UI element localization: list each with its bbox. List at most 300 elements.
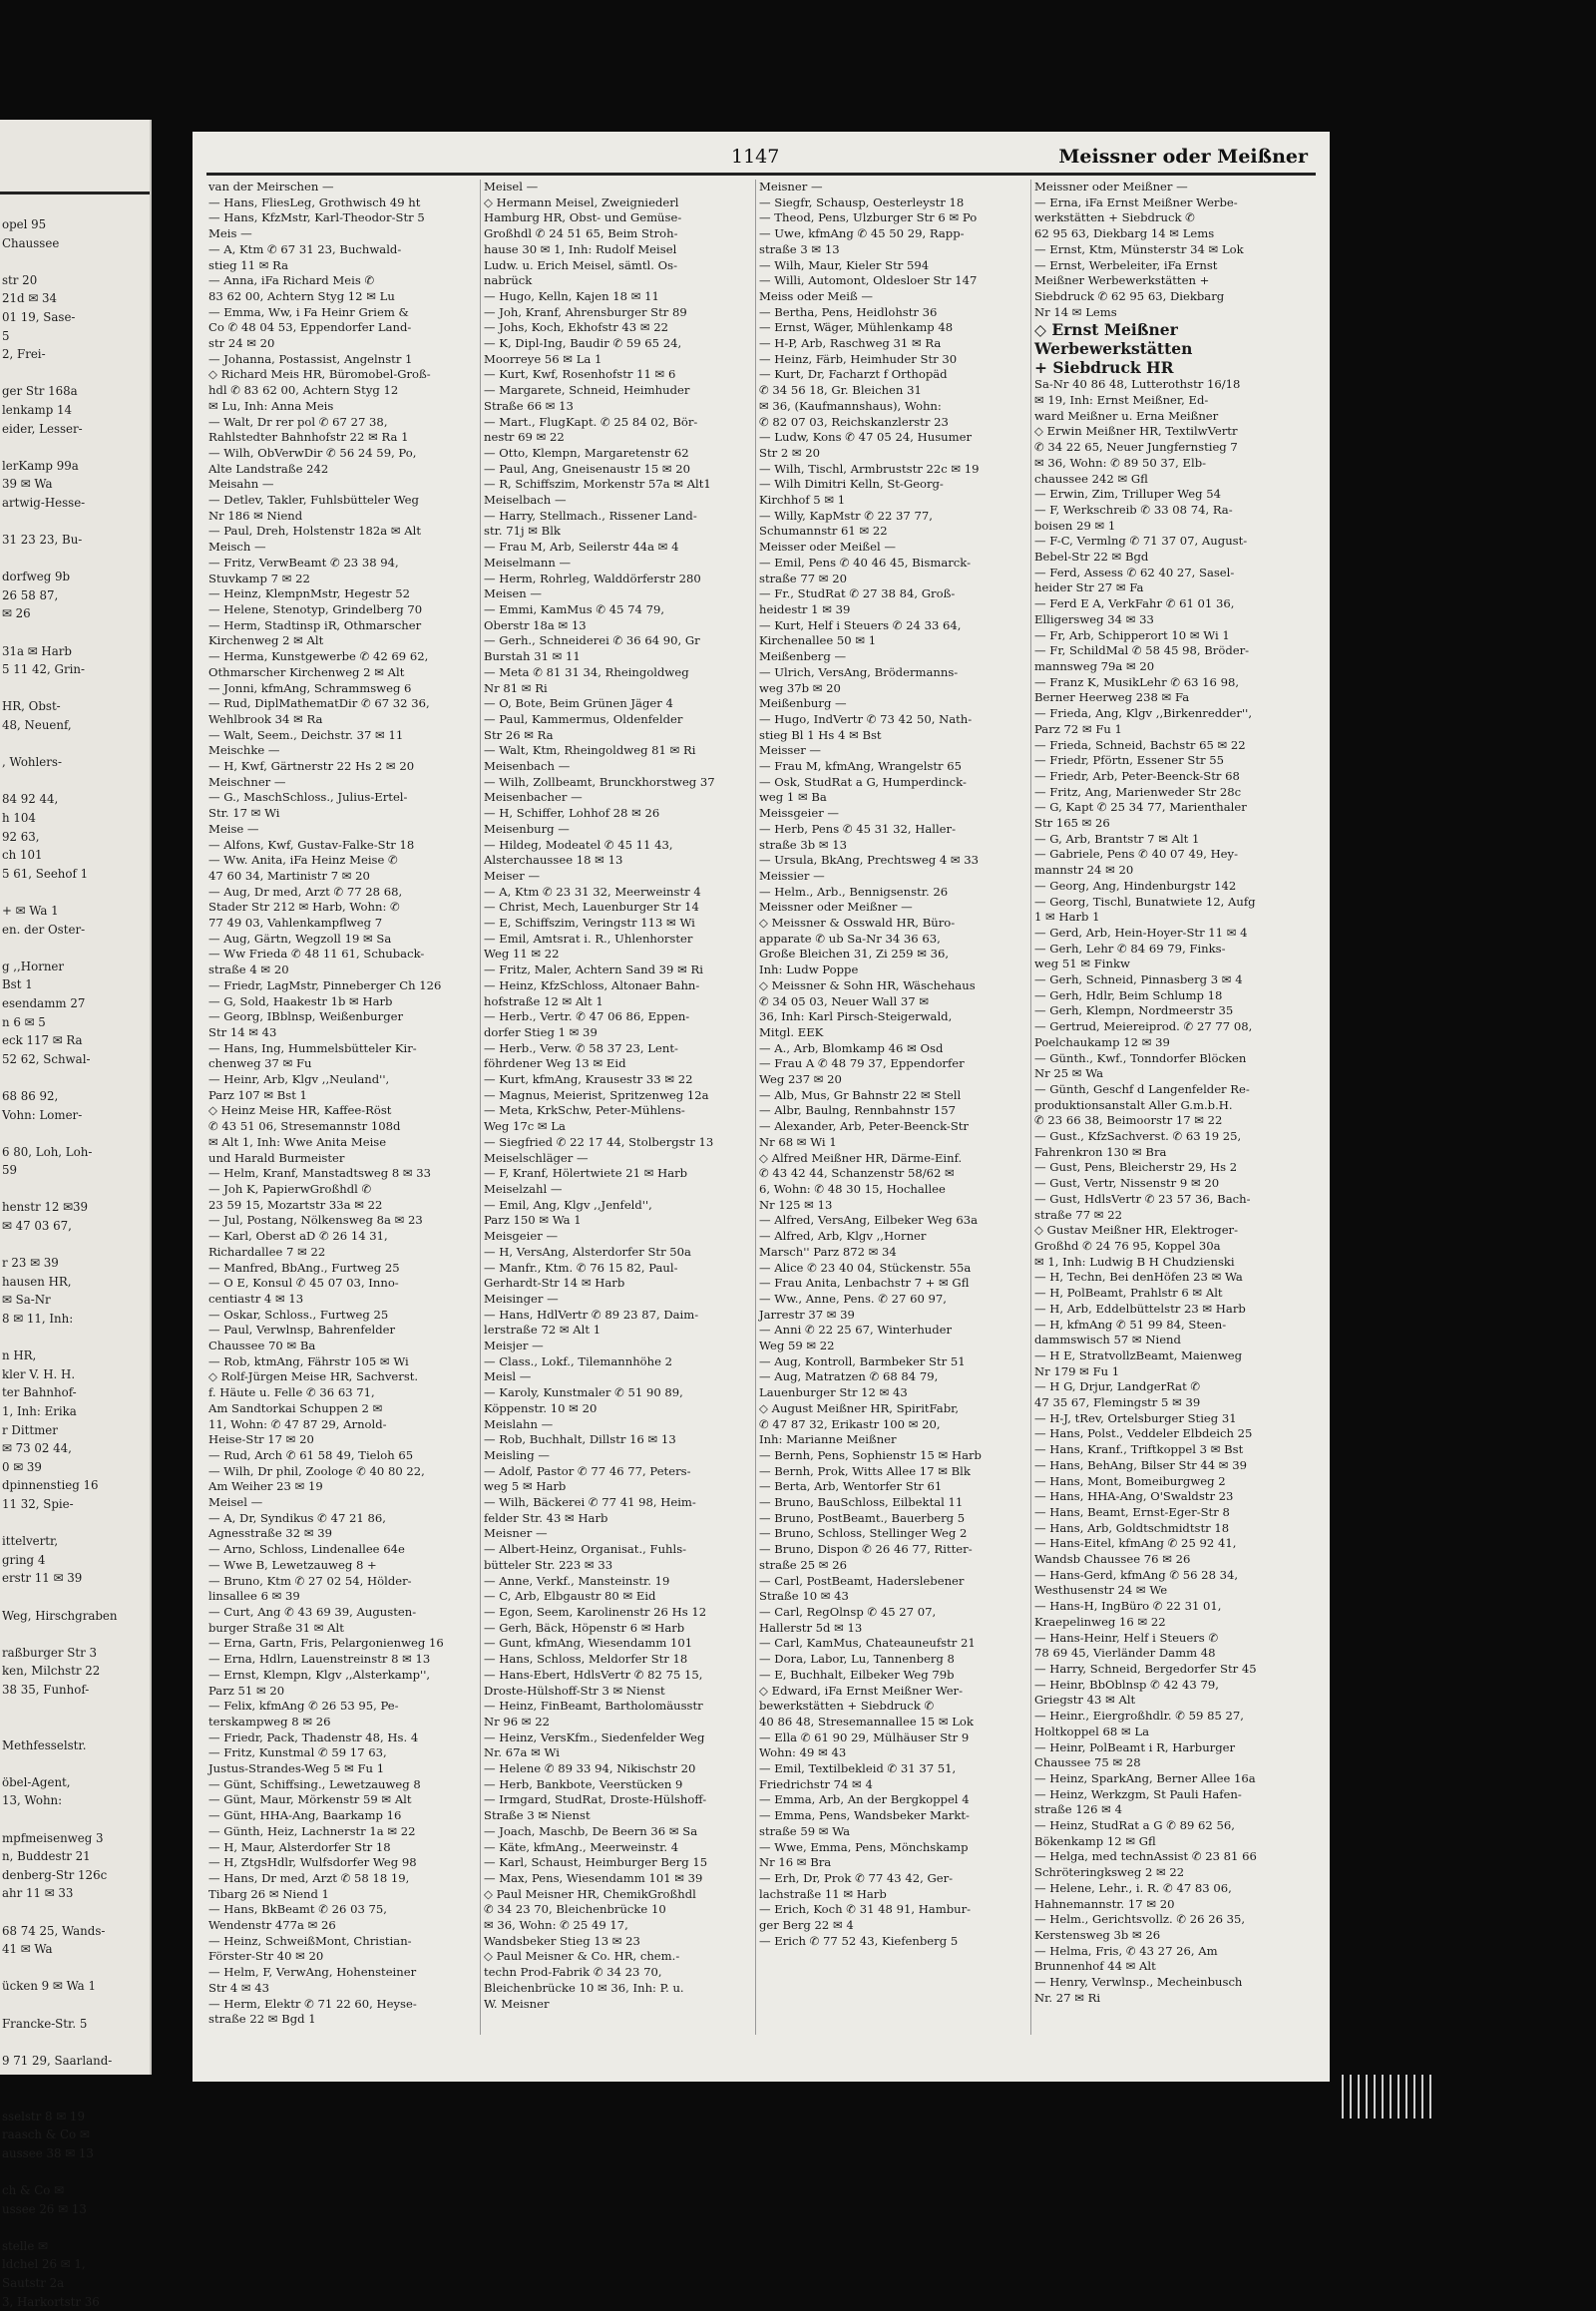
directory-line: — Friedr, Arb, Peter-Beenck-Str 68	[1034, 769, 1303, 785]
adjacent-page-text	[2, 215, 148, 2311]
directory-line: — Johs, Koch, Ekhofstr 43 ✉ 22	[484, 320, 752, 336]
directory-line: Mitgl. EEK	[759, 1025, 1027, 1041]
directory-line: — E, Buchhalt, Eilbeker Weg 79b	[759, 1668, 1027, 1684]
adjacent-page-line: Sautstr 2a	[2, 2274, 148, 2293]
directory-line: ◇ Paul Meisner HR, ChemikGroßhdl	[484, 1887, 752, 1903]
adjacent-page-line: 1, Inh: Erika	[2, 1402, 148, 1421]
directory-line: — Class., Lokf., Tilemannhöhe 2	[484, 1354, 752, 1370]
directory-line: — Herm, Stadtinsp iR, Othmarscher	[208, 618, 477, 634]
adjacent-page-line: 31a ✉ Harb	[2, 642, 148, 661]
directory-line: — Käte, kfmAng., Meerweinstr. 4	[484, 1840, 752, 1856]
directory-line: — Carl, RegOlnsp ✆ 45 27 07,	[759, 1605, 1027, 1621]
directory-line: Meissner oder Meißner —	[759, 900, 1027, 916]
directory-line: — A, Ktm ✆ 23 31 32, Meerweinstr 4	[484, 885, 752, 901]
directory-line: stieg 11 ✉ Ra	[208, 258, 477, 274]
directory-line: — Gerd, Arb, Hein-Hoyer-Str 11 ✉ 4	[1034, 926, 1303, 942]
directory-line: Nr 14 ✉ Lems	[1034, 305, 1303, 321]
directory-line: — Mart., FlugKapt. ✆ 25 84 02, Bör-	[484, 415, 752, 431]
adjacent-page-line: 41 ✉ Wa	[2, 1940, 148, 1959]
directory-line: — Ww Frieda ✆ 48 11 61, Schuback-	[208, 947, 477, 963]
directory-line: — Hans, HHA-Ang, O'Swaldstr 23	[1034, 1489, 1303, 1505]
directory-line: — Georg, Tischl, Bunatwiete 12, Aufg	[1034, 895, 1303, 911]
directory-line: chaussee 242 ✉ Gfl	[1034, 472, 1303, 488]
directory-line: Meis —	[208, 226, 477, 242]
directory-line: — Friedr, LagMstr, Pinneberger Ch 126	[208, 978, 477, 994]
adjacent-page-line	[2, 1329, 148, 1348]
directory-line: Berner Heerweg 238 ✉ Fa	[1034, 690, 1303, 706]
directory-line: — Gabriele, Pens ✆ 40 07 49, Hey-	[1034, 847, 1303, 863]
directory-line: ✆ 34 22 65, Neuer Jungfernstieg 7	[1034, 440, 1303, 456]
directory-line: — Hans-Heinr, Helf i Steuers ✆	[1034, 1631, 1303, 1647]
directory-line: Friedrichstr 74 ✉ 4	[759, 1777, 1027, 1793]
directory-line: ✉ 36, Wohn: ✆ 25 49 17,	[484, 1918, 752, 1934]
directory-line: dorfer Stieg 1 ✉ 39	[484, 1025, 752, 1041]
directory-line: Meisenbach —	[484, 759, 752, 775]
directory-line: — Ella ✆ 61 90 29, Mülhäuser Str 9	[759, 1731, 1027, 1746]
directory-line: — Heinz, SparkAng, Berner Allee 16a	[1034, 1771, 1303, 1787]
directory-line: ◇ Ernst Meißner	[1034, 320, 1303, 339]
directory-line: — Paul, Ang, Gneisenaustr 15 ✉ 20	[484, 462, 752, 478]
directory-line: 47 60 34, Martinistr 7 ✉ 20	[208, 869, 477, 885]
directory-line: Nr. 67a ✉ Wi	[484, 1745, 752, 1761]
directory-line: — Gertrud, Meiereiprod. ✆ 27 77 08,	[1034, 1019, 1303, 1035]
directory-line: — H, kfmAng ✆ 51 99 84, Steen-	[1034, 1318, 1303, 1334]
directory-line: Kraepelinweg 16 ✉ 22	[1034, 1615, 1303, 1631]
directory-line: felder Str. 43 ✉ Harb	[484, 1511, 752, 1527]
directory-line: ◇ Heinz Meise HR, Kaffee-Röst	[208, 1103, 477, 1119]
scan-edge-marks	[1342, 2075, 1591, 2124]
directory-line: — G, Kapt ✆ 25 34 77, Marienthaler	[1034, 800, 1303, 816]
directory-line: — Emil, Ang, Klgv ,,Jenfeld'',	[484, 1198, 752, 1214]
directory-line: — Frau Anita, Lenbachstr 7 + ✉ Gfl	[759, 1276, 1027, 1292]
directory-line: — Manfr., Ktm. ✆ 76 15 82, Paul-	[484, 1261, 752, 1277]
directory-line: — Ernst, Wäger, Mühlenkamp 48	[759, 320, 1027, 336]
directory-line: — Anna, iFa Richard Meis ✆	[208, 273, 477, 289]
directory-line: — Helm., Arb., Bennigsenstr. 26	[759, 885, 1027, 901]
adjacent-page-line: Francke-Str. 5	[2, 2015, 148, 2034]
directory-line: — C, Arb, Elbgaustr 80 ✉ Eid	[484, 1589, 752, 1605]
directory-line: Justus-Strandes-Weg 5 ✉ Fu 1	[208, 1761, 477, 1777]
directory-line: Nr 16 ✉ Bra	[759, 1855, 1027, 1871]
directory-line: — Heinz, KlempnMstr, Hegestr 52	[208, 586, 477, 602]
directory-line: Meiselbach —	[484, 493, 752, 509]
adjacent-page-line: Methfesselstr.	[2, 1736, 148, 1755]
directory-line: — Erna, iFa Ernst Meißner Werbe-	[1034, 195, 1303, 211]
adjacent-page-line	[2, 364, 148, 383]
adjacent-page-line: Bst 1	[2, 975, 148, 994]
directory-line: ◇ Paul Meisner & Co. HR, chem.-	[484, 1949, 752, 1965]
directory-line: — Heinz, StudRat a G ✆ 89 62 56,	[1034, 1818, 1303, 1834]
directory-line: Str. 17 ✉ Wi	[208, 806, 477, 822]
directory-line: — Wilh, Zollbeamt, Brunckhorstweg 37	[484, 775, 752, 791]
directory-line: centiastr 4 ✉ 13	[208, 1292, 477, 1308]
adjacent-page-line: öbel-Agent,	[2, 1773, 148, 1792]
directory-line: straße 77 ✉ 22	[1034, 1208, 1303, 1224]
directory-line: — Anni ✆ 22 25 67, Winterhuder	[759, 1323, 1027, 1339]
directory-line: Kirchhof 5 ✉ 1	[759, 493, 1027, 509]
directory-line: van der Meirschen —	[208, 180, 477, 195]
adjacent-page-line: aussee 38 ✉ 13	[2, 2144, 148, 2163]
adjacent-page-line	[2, 623, 148, 642]
page-number: 1147	[731, 146, 779, 168]
directory-line: — Willy, KapMstr ✆ 22 37 77,	[759, 509, 1027, 525]
directory-line: Meisling —	[484, 1448, 752, 1464]
directory-line: — Bruno, BauSchloss, Eilbektal 11	[759, 1495, 1027, 1511]
directory-line: ◇ Erwin Meißner HR, TextilwVertr	[1034, 424, 1303, 440]
adjacent-page-line: 48, Neuenf,	[2, 716, 148, 735]
directory-line: — Carl, PostBeamt, Haderslebener	[759, 1574, 1027, 1590]
directory-line: — Hugo, IndVertr ✆ 73 42 50, Nath-	[759, 712, 1027, 728]
adjacent-page-line: ter Bahnhof-	[2, 1383, 148, 1402]
adjacent-page-line: ücken 9 ✉ Wa 1	[2, 1977, 148, 1996]
directory-line: — Willi, Automont, Oldesloer Str 147	[759, 273, 1027, 289]
directory-line: — Emil, Textilbekleid ✆ 31 37 51,	[759, 1761, 1027, 1777]
directory-line: — Hans, KfzMstr, Karl-Theodor-Str 5	[208, 210, 477, 226]
directory-line: Othmarscher Kirchenweg 2 ✉ Alt	[208, 665, 477, 681]
adjacent-page-line: ittelvertr,	[2, 1532, 148, 1551]
adjacent-page-line: 68 74 25, Wands-	[2, 1922, 148, 1941]
directory-line: — Otto, Klempn, Margaretenstr 62	[484, 446, 752, 462]
directory-line: — Helene ✆ 89 33 94, Nikischstr 20	[484, 1761, 752, 1777]
directory-line: — K, Dipl-Ing, Baudir ✆ 59 65 24,	[484, 336, 752, 352]
directory-line: Hallerstr 5d ✉ 13	[759, 1621, 1027, 1637]
directory-line: — Albert-Heinz, Organisat., Fuhls-	[484, 1542, 752, 1558]
adjacent-page-line: artwig-Hesse-	[2, 494, 148, 513]
directory-line: — E, Schiffszim, Veringstr 113 ✉ Wi	[484, 916, 752, 932]
adjacent-page-line: n, Buddestr 21	[2, 1847, 148, 1866]
directory-line: — Ferd E A, VerkFahr ✆ 61 01 36,	[1034, 596, 1303, 612]
directory-line: Oberstr 18a ✉ 13	[484, 618, 752, 634]
adjacent-page-line: n 6 ✉ 5	[2, 1013, 148, 1032]
adjacent-page-line: ✉ 73 02 44,	[2, 1439, 148, 1458]
directory-line: Co ✆ 48 04 53, Eppendorfer Land-	[208, 320, 477, 336]
adjacent-page-line: en. der Oster-	[2, 921, 148, 940]
adjacent-page-line: 21d ✉ 34	[2, 289, 148, 308]
directory-line: — Siegfr, Schausp, Oesterleystr 18	[759, 195, 1027, 211]
directory-line: Wandsbeker Stieg 13 ✉ 23	[484, 1934, 752, 1950]
directory-line: ◇ August Meißner HR, SpiritFabr,	[759, 1401, 1027, 1417]
directory-line: — H, VersAng, Alsterdorfer Str 50a	[484, 1245, 752, 1261]
directory-line: — Walt, Dr rer pol ✆ 67 27 38,	[208, 415, 477, 431]
directory-line: Parz 150 ✉ Wa 1	[484, 1213, 752, 1229]
directory-line: ✆ 43 42 44, Schanzenstr 58/62 ✉	[759, 1166, 1027, 1182]
adjacent-page-line: denberg-Str 126c	[2, 1866, 148, 1885]
directory-line: Straße 10 ✉ 43	[759, 1589, 1027, 1605]
directory-line: — Ernst, Werbeleiter, iFa Ernst	[1034, 258, 1303, 274]
directory-line: — Hildeg, Modeatel ✆ 45 11 43,	[484, 838, 752, 854]
directory-line: — Egon, Seem, Karolinenstr 26 Hs 12	[484, 1605, 752, 1621]
directory-line: ger Berg 22 ✉ 4	[759, 1918, 1027, 1934]
directory-line: — Ludw, Kons ✆ 47 05 24, Husumer	[759, 430, 1027, 446]
adjacent-page-line: 5 61, Seehof 1	[2, 865, 148, 884]
directory-line: Griegstr 43 ✉ Alt	[1034, 1693, 1303, 1709]
directory-line: hdl ✆ 83 62 00, Achtern Styg 12	[208, 383, 477, 399]
directory-line: Stuvkamp 7 ✉ 22	[208, 572, 477, 587]
adjacent-page-line: lerKamp 99a	[2, 457, 148, 476]
directory-line: — Günth, Geschf d Langenfelder Re-	[1034, 1082, 1303, 1098]
directory-line: — Rud, Arch ✆ 61 58 49, Tieloh 65	[208, 1448, 477, 1464]
directory-line: — Fr, Arb, Schipperort 10 ✉ Wi 1	[1034, 628, 1303, 644]
directory-line: — Herb, Bankbote, Veerstücken 9	[484, 1777, 752, 1793]
directory-line: — Hans-Gerd, kfmAng ✆ 56 28 34,	[1034, 1568, 1303, 1584]
directory-line: — Herma, Kunstgewerbe ✆ 42 69 62,	[208, 649, 477, 665]
adjacent-page-line: gring 4	[2, 1551, 148, 1570]
directory-line: Meisenbacher —	[484, 790, 752, 806]
directory-line: Agnesstraße 32 ✉ 39	[208, 1526, 477, 1542]
directory-line: Meisen —	[484, 586, 752, 602]
directory-line: — Adolf, Pastor ✆ 77 46 77, Peters-	[484, 1464, 752, 1480]
directory-line: — Günt, Schiffsing., Lewetzauweg 8	[208, 1777, 477, 1793]
directory-line: 40 86 48, Stresemannallee 15 ✉ Lok	[759, 1715, 1027, 1731]
adjacent-page-line	[2, 1718, 148, 1736]
directory-line: — Hans, FliesLeg, Grothwisch 49 ht	[208, 195, 477, 211]
adjacent-page-line: 59	[2, 1161, 148, 1180]
directory-line: — Detlev, Takler, Fuhlsbütteler Weg	[208, 493, 477, 509]
directory-line: Wohn: 49 ✉ 43	[759, 1745, 1027, 1761]
directory-line: — Fritz, Kunstmal ✆ 59 17 63,	[208, 1745, 477, 1761]
directory-line: — Frau M, Arb, Seilerstr 44a ✉ 4	[484, 540, 752, 556]
directory-line: — Bertha, Pens, Heidlohstr 36	[759, 305, 1027, 321]
directory-line: — Frieda, Ang, Klgv ,,Birkenredder'',	[1034, 706, 1303, 722]
column-divider	[480, 180, 481, 2035]
adjacent-page-line: kler V. H. H.	[2, 1365, 148, 1384]
directory-line: Lauenburger Str 12 ✉ 43	[759, 1385, 1027, 1401]
directory-line: — Johanna, Postassist, Angelnstr 1	[208, 352, 477, 368]
directory-line: — Friedr, Pförtn, Essener Str 55	[1034, 753, 1303, 769]
directory-line: ✆ 47 87 32, Erikastr 100 ✉ 20,	[759, 1417, 1027, 1433]
directory-line: — Anne, Verkf., Mansteinstr. 19	[484, 1574, 752, 1590]
directory-line: ✉ 19, Inh: Ernst Meißner, Ed-	[1034, 393, 1303, 409]
directory-line: Bökenkamp 12 ✉ Gfl	[1034, 1834, 1303, 1850]
directory-line: Brunnenhof 44 ✉ Alt	[1034, 1959, 1303, 1975]
directory-line: — Kurt, Kwf, Rosenhofstr 11 ✉ 6	[484, 367, 752, 383]
directory-line: — Hugo, Kelln, Kajen 18 ✉ 11	[484, 289, 752, 305]
directory-line: — Jul, Postang, Nölkensweg 8a ✉ 23	[208, 1213, 477, 1229]
adjacent-page-line	[2, 252, 148, 271]
directory-line: — Alfred, Arb, Klgv ,,Horner	[759, 1229, 1027, 1245]
directory-line: Weg 17c ✉ La	[484, 1119, 752, 1135]
directory-line: Werbewerkstätten	[1034, 339, 1303, 358]
directory-line: — Bruno, Ktm ✆ 27 02 54, Hölder-	[208, 1574, 477, 1590]
directory-line: ✆ 23 66 38, Beimoorstr 17 ✉ 22	[1034, 1113, 1303, 1129]
directory-line: Jarrestr 37 ✉ 39	[759, 1308, 1027, 1324]
directory-line: — Oskar, Schloss., Furtweg 25	[208, 1308, 477, 1324]
adjacent-page-strip	[0, 120, 152, 2075]
adjacent-page-head-rule	[0, 192, 150, 194]
directory-line: — Karoly, Kunstmaler ✆ 51 90 89,	[484, 1385, 752, 1401]
directory-line: — Gust, Pens, Bleicherstr 29, Hs 2	[1034, 1160, 1303, 1176]
directory-line: stieg Bl 1 Hs 4 ✉ Bst	[759, 728, 1027, 744]
directory-line: 6, Wohn: ✆ 48 30 15, Hochallee	[759, 1182, 1027, 1198]
directory-line: — Aug, Kontroll, Barmbeker Str 51	[759, 1354, 1027, 1370]
directory-line: — Heinz, Färb, Heimhuder Str 30	[759, 352, 1027, 368]
directory-line: Str 165 ✉ 26	[1034, 816, 1303, 832]
directory-line: ✆ 43 51 06, Stresemannstr 108d	[208, 1119, 477, 1135]
directory-line: Richardallee 7 ✉ 22	[208, 1245, 477, 1261]
directory-line: ✆ 34 56 18, Gr. Bleichen 31	[759, 383, 1027, 399]
directory-line: — Joh, Kranf, Ahrensburger Str 89	[484, 305, 752, 321]
directory-line: — Heinr, Arb, Klgv ,,Neuland'',	[208, 1072, 477, 1088]
directory-line: Wandsb Chaussee 76 ✉ 26	[1034, 1552, 1303, 1568]
directory-line: Marsch'' Parz 872 ✉ 34	[759, 1245, 1027, 1261]
directory-line: — Alexander, Arb, Peter-Beenck-Str	[759, 1119, 1027, 1135]
directory-line: Meissner oder Meißner —	[1034, 180, 1303, 195]
directory-line: — Bruno, PostBeamt., Bauerberg 5	[759, 1511, 1027, 1527]
directory-line: boisen 29 ✉ 1	[1034, 519, 1303, 535]
directory-line: Hahnemannstr. 17 ✉ 20	[1034, 1897, 1303, 1913]
directory-line: Bebel-Str 22 ✉ Bgd	[1034, 550, 1303, 566]
directory-line: — Heinr, PolBeamt i R, Harburger	[1034, 1740, 1303, 1756]
directory-line: Moorreye 56 ✉ La 1	[484, 352, 752, 368]
directory-line: — Emmi, KamMus ✆ 45 74 79,	[484, 602, 752, 618]
adjacent-page-line	[2, 1625, 148, 1644]
adjacent-page-line: 38 35, Funhof-	[2, 1681, 148, 1700]
directory-line: — Hans, BehAng, Bilser Str 44 ✉ 39	[1034, 1458, 1303, 1474]
adjacent-page-line	[2, 1588, 148, 1607]
directory-line: — Theod, Pens, Ulzburger Str 6 ✉ Po	[759, 210, 1027, 226]
directory-line: Meisinger —	[484, 1292, 752, 1308]
adjacent-page-line	[2, 2033, 148, 2052]
directory-line: Elligersweg 34 ✉ 33	[1034, 612, 1303, 628]
directory-line: — Karl, Schaust, Heimburger Berg 15	[484, 1855, 752, 1871]
directory-line: — Carl, KamMus, Chateauneufstr 21	[759, 1636, 1027, 1652]
directory-line: — Kurt, kfmAng, Krausestr 33 ✉ 22	[484, 1072, 752, 1088]
header-rule	[206, 173, 1316, 176]
directory-line: Meisl —	[484, 1369, 752, 1385]
adjacent-page-line: 26 58 87,	[2, 586, 148, 605]
adjacent-page-line: ken, Milchstr 22	[2, 1662, 148, 1681]
adjacent-page-line: Weg, Hirschgraben	[2, 1607, 148, 1626]
directory-line: Kerstensweg 3b ✉ 26	[1034, 1928, 1303, 1944]
adjacent-page-line: ldchel 26 ✉ 1,	[2, 2255, 148, 2274]
adjacent-page-line: dorfweg 9b	[2, 568, 148, 586]
directory-line: — Dora, Labor, Lu, Tannenberg 8	[759, 1652, 1027, 1668]
directory-line: Meiss oder Meiß —	[759, 289, 1027, 305]
directory-line: — Heinz, VersKfm., Siedenfelder Weg	[484, 1731, 752, 1746]
directory-line: 77 49 03, Vahlenkampflweg 7	[208, 916, 477, 932]
directory-line: — Heinz, Werkzgm, St Pauli Hafen-	[1034, 1787, 1303, 1803]
adjacent-page-line: eider, Lesser-	[2, 420, 148, 439]
directory-line: Meissgeier —	[759, 806, 1027, 822]
directory-line: — F, Werkschreib ✆ 33 08 74, Ra-	[1034, 503, 1303, 519]
directory-line: ◇ Alfred Meißner HR, Därme-Einf.	[759, 1151, 1027, 1167]
directory-line: — Ww., Anne, Pens. ✆ 27 60 97,	[759, 1292, 1027, 1308]
adjacent-page-line	[2, 1903, 148, 1922]
directory-line: Meiselschläger —	[484, 1151, 752, 1167]
directory-line: weg 5 ✉ Harb	[484, 1479, 752, 1495]
directory-line: Nr 68 ✉ Wi 1	[759, 1135, 1027, 1151]
directory-line: Meisel —	[208, 1495, 477, 1511]
directory-line: Meisch —	[208, 540, 477, 556]
directory-line: — Erich ✆ 77 52 43, Kiefenberg 5	[759, 1934, 1027, 1950]
directory-line: — Herm, Elektr ✆ 71 22 60, Heyse-	[208, 1997, 477, 2013]
directory-line: — Uwe, kfmAng ✆ 45 50 29, Rapp-	[759, 226, 1027, 242]
directory-line: — Paul, Dreh, Holstenstr 182a ✉ Alt	[208, 524, 477, 540]
adjacent-page-line	[2, 772, 148, 791]
directory-line: Meissier —	[759, 869, 1027, 885]
directory-line: — Wilh, Maur, Kieler Str 594	[759, 258, 1027, 274]
directory-line: — A, Ktm ✆ 67 31 23, Buchwald-	[208, 242, 477, 258]
directory-line: — Hans, BkBeamt ✆ 26 03 75,	[208, 1902, 477, 1918]
directory-line: 83 62 00, Achtern Styg 12 ✉ Lu	[208, 289, 477, 305]
directory-line: ◇ Meissner & Osswald HR, Büro-	[759, 916, 1027, 932]
directory-line: bewerkstätten + Siebdruck ✆	[759, 1699, 1027, 1715]
adjacent-page-line	[2, 2218, 148, 2237]
directory-line: Hamburg HR, Obst- und Gemüse-	[484, 210, 752, 226]
adjacent-page-line	[2, 1959, 148, 1978]
adjacent-page-line: esendamm 27	[2, 994, 148, 1013]
directory-line: lerstraße 72 ✉ Alt 1	[484, 1323, 752, 1339]
directory-line: — A., Arb, Blomkamp 46 ✉ Osd	[759, 1041, 1027, 1057]
directory-line: — Wwe B, Lewetzauweg 8 +	[208, 1558, 477, 1574]
directory-line: Holtkoppel 68 ✉ La	[1034, 1725, 1303, 1740]
directory-line: str 24 ✉ 20	[208, 336, 477, 352]
directory-line: 78 69 45, Vierländer Damm 48	[1034, 1646, 1303, 1662]
directory-line: Meischke —	[208, 743, 477, 759]
directory-line: Chaussee 70 ✉ Ba	[208, 1339, 477, 1354]
adjacent-page-line: HR, Obst-	[2, 697, 148, 716]
directory-line: — Harry, Stellmach., Rissener Land-	[484, 509, 752, 525]
directory-line: — Rob, ktmAng, Fährstr 105 ✉ Wi	[208, 1354, 477, 1370]
directory-line: — Gerh, Hdlr, Beim Schlump 18	[1034, 988, 1303, 1004]
directory-line: — Felix, kfmAng ✆ 26 53 95, Pe-	[208, 1699, 477, 1715]
adjacent-page-line: r Dittmer	[2, 1421, 148, 1440]
directory-line: Wendenstr 477a ✉ 26	[208, 1918, 477, 1934]
adjacent-page-line: ahr 11 ✉ 33	[2, 1884, 148, 1903]
directory-line: — Gerh, Lehr ✆ 84 69 79, Finks-	[1034, 942, 1303, 958]
adjacent-page-line	[2, 1514, 148, 1533]
directory-line: — Gust, HdlsVertr ✆ 23 57 36, Bach-	[1034, 1192, 1303, 1208]
directory-line: straße 3b ✉ 13	[759, 838, 1027, 854]
directory-line: — Aug, Gärtn, Wegzoll 19 ✉ Sa	[208, 932, 477, 948]
directory-column-4	[1034, 180, 1303, 2075]
adjacent-page-line: opel 95	[2, 215, 148, 234]
directory-page	[193, 132, 1330, 2082]
directory-line: Weg 11 ✉ 22	[484, 947, 752, 963]
directory-line: Straße 3 ✉ Nienst	[484, 1808, 752, 1824]
directory-line: Nr 125 ✉ 13	[759, 1198, 1027, 1214]
directory-line: — Erich, Koch ✆ 31 48 91, Hambur-	[759, 1902, 1027, 1918]
directory-line: — Walt, Ktm, Rheingoldweg 81 ✉ Ri	[484, 743, 752, 759]
directory-line: — Gunt, kfmAng, Wiesendamm 101	[484, 1636, 752, 1652]
directory-line: Parz 72 ✉ Fu 1	[1034, 722, 1303, 738]
directory-line: bütteler Str. 223 ✉ 33	[484, 1558, 752, 1574]
directory-line: Nr 25 ✉ Wa	[1034, 1066, 1303, 1082]
directory-line: Str 2 ✉ 20	[759, 446, 1027, 462]
adjacent-page-line: 3, Harkortstr 36	[2, 2293, 148, 2311]
adjacent-page-line: 52 62, Schwal-	[2, 1050, 148, 1069]
directory-line: — Walt, Seem., Deichstr. 37 ✉ 11	[208, 728, 477, 744]
directory-line: — Wilh, Tischl, Armbruststr 22c ✉ 19	[759, 462, 1027, 478]
directory-line: — Meta, KrkSchw, Peter-Mühlens-	[484, 1103, 752, 1119]
directory-line: Meisner —	[759, 180, 1027, 195]
directory-line: — Herm, Rohrleg, Walddörferstr 280	[484, 572, 752, 587]
directory-line: f. Häute u. Felle ✆ 36 63 71,	[208, 1385, 477, 1401]
directory-line: — Hans, Mont, Bomeiburgweg 2	[1034, 1474, 1303, 1490]
directory-line: Meischner —	[208, 775, 477, 791]
directory-line: Parz 107 ✉ Bst 1	[208, 1088, 477, 1104]
directory-line: ward Meißner u. Erna Meißner	[1034, 409, 1303, 425]
directory-line: Meisenburg —	[484, 822, 752, 838]
directory-line: — Heinr, BbOblnsp ✆ 42 43 79,	[1034, 1678, 1303, 1694]
directory-line: — Günt, HHA-Ang, Baarkamp 16	[208, 1808, 477, 1824]
directory-line: Förster-Str 40 ✉ 20	[208, 1949, 477, 1965]
directory-line: und Harald Burmeister	[208, 1151, 477, 1167]
directory-line: — Hans, Dr med, Arzt ✆ 58 18 19,	[208, 1871, 477, 1887]
directory-line: — Hans, HdlVertr ✆ 89 23 87, Daim-	[484, 1308, 752, 1324]
adjacent-page-line	[2, 438, 148, 457]
directory-line: ✆ 82 07 03, Reichskanzlerstr 23	[759, 415, 1027, 431]
